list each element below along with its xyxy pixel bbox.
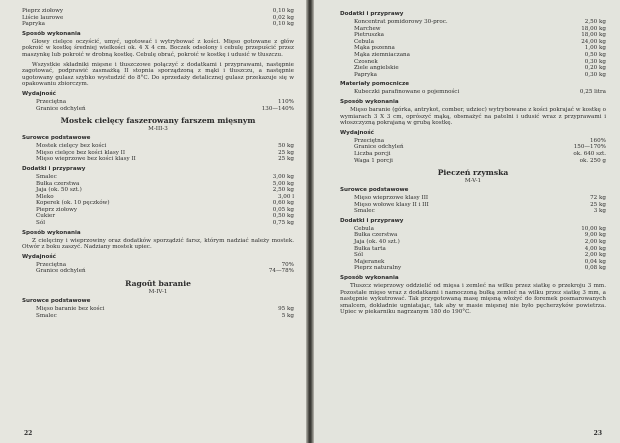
list-item	[340, 89, 606, 96]
list-item	[340, 45, 606, 52]
item-name: Smalec	[36, 312, 57, 319]
section-heading: Sposób wykonania	[340, 98, 399, 105]
item-name: Koperek (ok. 10 pęczków)	[36, 200, 110, 207]
list-item	[340, 72, 606, 79]
section-heading: Sposób wykonania	[22, 30, 81, 37]
item-quantity: ok. 250 g	[579, 157, 606, 164]
item-name: Marchew	[354, 25, 381, 32]
item-quantity: 2,50 kg	[584, 19, 606, 25]
item-name: Mięso cielęce bez kości klasy II	[36, 149, 126, 156]
section-heading: Materiały pomocnicze	[340, 81, 410, 88]
list-item	[22, 143, 294, 150]
item-name: Cukier	[36, 213, 56, 220]
ingredient-list	[22, 306, 294, 319]
item-quantity: 5 kg	[281, 312, 294, 319]
list-item	[340, 259, 606, 266]
item-name: Waga 1 porcji	[354, 157, 393, 164]
list-item	[22, 200, 294, 207]
item-quantity: 0,75 kg	[272, 220, 294, 227]
list-item	[22, 8, 294, 15]
section-heading: Sposób wykonania	[22, 229, 81, 236]
list-item	[340, 52, 606, 59]
list-item	[22, 15, 294, 22]
item-quantity: 72 kg	[590, 195, 606, 202]
item-name: Papryka	[22, 21, 45, 28]
list-item	[340, 39, 606, 46]
item-quantity: 0,08 kg	[584, 265, 606, 272]
item-name: Smalec	[36, 173, 57, 180]
item-quantity: 50 kg	[278, 143, 294, 150]
list-item	[340, 239, 606, 246]
list-item	[340, 226, 606, 233]
item-name: Jaja (ok. 50 szt.)	[36, 187, 82, 194]
list-item	[22, 268, 294, 275]
item-quantity: 150—170%	[573, 144, 606, 151]
list-item	[22, 99, 294, 106]
item-quantity: 2,00 kg	[584, 252, 606, 259]
item-quantity: 24,00 kg	[581, 38, 606, 45]
item-quantity: 0,60 kg	[272, 200, 294, 207]
item-name: Smalec	[354, 208, 375, 215]
item-name: Cebula	[354, 225, 374, 232]
item-quantity: 18,00 kg	[581, 25, 606, 32]
item-quantity: 70%	[281, 261, 294, 268]
item-quantity: 3,00 kg	[272, 173, 294, 180]
section-heading: Sposób wykonania	[340, 275, 399, 282]
item-quantity: 18,00 kg	[581, 32, 606, 39]
item-name: Czosnek	[354, 58, 378, 65]
item-name: Jaja (ok. 40 szt.)	[354, 239, 400, 246]
item-quantity: 0,05 kg	[272, 206, 294, 213]
item-name: Sól	[354, 252, 363, 259]
recipe-title: Ragoût baranie	[125, 279, 191, 289]
section-heading: Wydajność	[340, 129, 374, 136]
list-item	[340, 208, 606, 215]
auxiliary-list	[340, 89, 606, 96]
section-heading: Surowce podstawowe	[22, 298, 91, 305]
recipe-title: Pieczeń rzymska	[437, 168, 509, 178]
item-quantity: 0,10 kg	[272, 21, 294, 28]
recipe-code: M-III-3	[148, 126, 168, 133]
item-name: Bułka tarta	[354, 245, 386, 252]
item-name: Koncentrat pomidorowy 30-proc.	[354, 19, 448, 25]
item-quantity: 0,02 kg	[272, 14, 294, 21]
list-item	[340, 19, 606, 26]
list-item	[22, 21, 294, 28]
preparation-text: Tłuszcz wieprzowy oddzielić od mięsa i zemleć na wilku przez siatkę o przekroju 3 mm. Pozostałe mięso wraz z dodatkami i namoczoną bułką zemleć na wilku przez siatkę 3 mm, a następnie wykutrować. Tak przygotowaną masę mięsną włożyć do foremek posmarowanych smalcem, dokładnie ugniatając, tak aby w masie mięsnej nie było pęcherzyków powietrza. Upiec w piekarniku nagrzanym 180 do 190°C.	[340, 283, 606, 316]
item-name: Mąka pszenna	[354, 45, 395, 52]
item-quantity: 130—140%	[261, 105, 294, 112]
book-gutter	[306, 0, 314, 443]
list-item	[22, 187, 294, 194]
list-item	[340, 246, 606, 253]
item-name: Sól	[36, 220, 45, 227]
item-name: Papryka	[354, 71, 377, 78]
left-page	[0, 0, 306, 443]
item-name: Bułka czerstwa	[354, 232, 398, 239]
item-name: Cebula	[354, 38, 374, 45]
item-name: Przeciętna	[36, 98, 67, 105]
ingredient-list	[22, 174, 294, 227]
ingredient-list	[340, 19, 606, 78]
list-item	[340, 265, 606, 272]
item-name: Granice odchyleń	[354, 144, 404, 151]
item-quantity: 10,00 kg	[581, 225, 606, 232]
preparation-text: Wszystkie składniki mięsne i tłuszczowe połączyć z dodatkami i przyprawami, następnie zagotować, podprawić zasmażką II stopnia sporządzoną z mąki i tłuszczu, a następnie ugotowany gulasz szybko wystudzić do 8°C. Do sprzedaży detalicznej gulasz przekazuje się w opakowaniu zbiorczym.	[22, 61, 294, 88]
list-item	[340, 144, 606, 151]
yield-list	[22, 99, 294, 112]
section-heading: Surowce podstawowe	[22, 135, 91, 142]
ingredient-list	[340, 226, 606, 272]
item-name: Mostek cielęcy bez kości	[36, 143, 107, 150]
list-item	[22, 313, 294, 320]
preparation-text: Głowy cielęce oczyścić, umyć, ugotować i wytrybować z kości. Mięso gotowane z głów pokroić w kostkę średniej wielkości ok. 4 X 4 cm. Boczek odsolony i cebulę przepuścić przez maszynkę lub pokroić w drobną kostkę. Cebulę obrać, pokroić w kostkę i udusić w tłuszczu.	[22, 38, 294, 58]
yield-list	[22, 262, 294, 275]
item-quantity: 95 kg	[278, 306, 294, 313]
item-name: Mąka ziemniaczana	[354, 51, 410, 58]
item-quantity: 74—78%	[268, 268, 294, 275]
recipe-title: Mostek cielęcy faszerowany farszem mięsnym	[60, 116, 256, 126]
item-name: Mleko	[36, 193, 54, 200]
item-name: Mięso wołowe klasy II i III	[354, 201, 429, 208]
item-quantity: 3,00 l	[277, 193, 294, 200]
item-quantity: 0,10 kg	[272, 8, 294, 14]
list-item	[22, 306, 294, 313]
item-quantity: 25 kg	[278, 156, 294, 163]
item-quantity: 2,50 kg	[272, 187, 294, 194]
section-heading: Wydajność	[22, 253, 56, 260]
item-name: Pieprz ziołowy	[36, 206, 78, 213]
item-name: Kubeczki parafinowane o pojemności	[354, 89, 460, 96]
list-item	[340, 65, 606, 72]
page-number: 23	[593, 430, 602, 437]
item-name: Pieprz naturalny	[354, 265, 402, 272]
item-name: Mięso baranie bez kości	[36, 306, 105, 313]
item-name: Liczba porcji	[354, 150, 391, 157]
item-quantity: 0,25 litra	[579, 89, 606, 96]
item-quantity: 9,00 kg	[584, 232, 606, 239]
item-quantity: 3 kg	[593, 208, 606, 215]
item-name: Pietruszka	[354, 32, 384, 39]
item-name: Ziele angielskie	[354, 65, 399, 72]
ingredient-list	[340, 195, 606, 215]
item-quantity: ok. 640 szt.	[573, 150, 606, 157]
item-quantity: 0,20 kg	[584, 65, 606, 72]
item-quantity: 160%	[590, 137, 606, 144]
page-number: 22	[24, 430, 33, 437]
item-name: Przeciętna	[354, 137, 385, 144]
item-quantity: 4,00 kg	[584, 245, 606, 252]
item-quantity: 0,04 kg	[584, 258, 606, 265]
preparation-text: Mięso baranie (górka, antrykot, comber, udziec) wytrybowane z kości pokrajać w kostkę o wymiarach 3 X 3 cm, oprószyć mąką, obsmażyć na patelni i udusić wraz z przyprawami i włoszczyzną pokrajaną w grubą kostkę.	[340, 106, 607, 127]
preparation-text: Z cielęciny i wieprzowiny oraz dodatków sporządzić farsz, którym nadziać należy mostek. Otwór z boku zaszyć. Nadziany mostek upiec.	[22, 237, 294, 251]
item-quantity: 0,50 kg	[584, 51, 606, 58]
list-item	[340, 26, 606, 33]
item-quantity: 2,00 kg	[584, 239, 606, 246]
item-quantity: 0,30 kg	[584, 58, 606, 65]
item-quantity: 25 kg	[278, 149, 294, 156]
recipe-code: M-V-1	[464, 178, 482, 185]
section-heading: Wydajność	[22, 90, 56, 97]
item-quantity: 110%	[278, 98, 294, 105]
list-item	[340, 151, 606, 158]
item-name: Granice odchyleń	[36, 268, 86, 275]
item-name: Mięso wieprzowe klasy III	[354, 195, 429, 202]
list-item	[340, 202, 606, 209]
list-item	[22, 156, 294, 163]
item-quantity: 25 kg	[590, 201, 606, 208]
item-quantity: 0,30 kg	[584, 71, 606, 78]
item-quantity: 0,50 kg	[272, 213, 294, 220]
list-item	[22, 106, 294, 113]
list-item	[22, 213, 294, 220]
ingredient-list	[22, 8, 294, 28]
recipe-code: M-IV-1	[148, 289, 168, 296]
section-heading: Dodatki i przyprawy	[22, 165, 86, 172]
item-name: Liście laurowe	[22, 14, 64, 21]
list-item	[22, 207, 294, 214]
item-quantity: 5,00 kg	[272, 180, 294, 187]
item-name: Mięso wieprzowe bez kości klasy II	[36, 156, 136, 163]
ingredient-list	[22, 143, 294, 163]
item-name: Majeranek	[354, 258, 385, 265]
section-heading: Surowce podstawowe	[340, 187, 409, 194]
list-item	[22, 220, 294, 227]
list-item	[340, 32, 606, 39]
list-item	[22, 174, 294, 181]
item-name: Granice odchyleń	[36, 105, 86, 112]
item-name: Pieprz ziołowy	[22, 8, 64, 14]
list-item	[340, 158, 606, 165]
list-item	[340, 59, 606, 66]
section-heading: Dodatki i przyprawy	[340, 11, 404, 17]
item-name: Przeciętna	[36, 261, 67, 268]
item-quantity: 1,00 kg	[584, 45, 606, 52]
yield-list	[340, 138, 606, 164]
item-name: Bułka czerstwa	[36, 180, 80, 187]
list-item	[340, 252, 606, 259]
list-item	[340, 195, 606, 202]
right-page	[314, 0, 620, 443]
section-heading: Dodatki i przyprawy	[340, 217, 404, 224]
